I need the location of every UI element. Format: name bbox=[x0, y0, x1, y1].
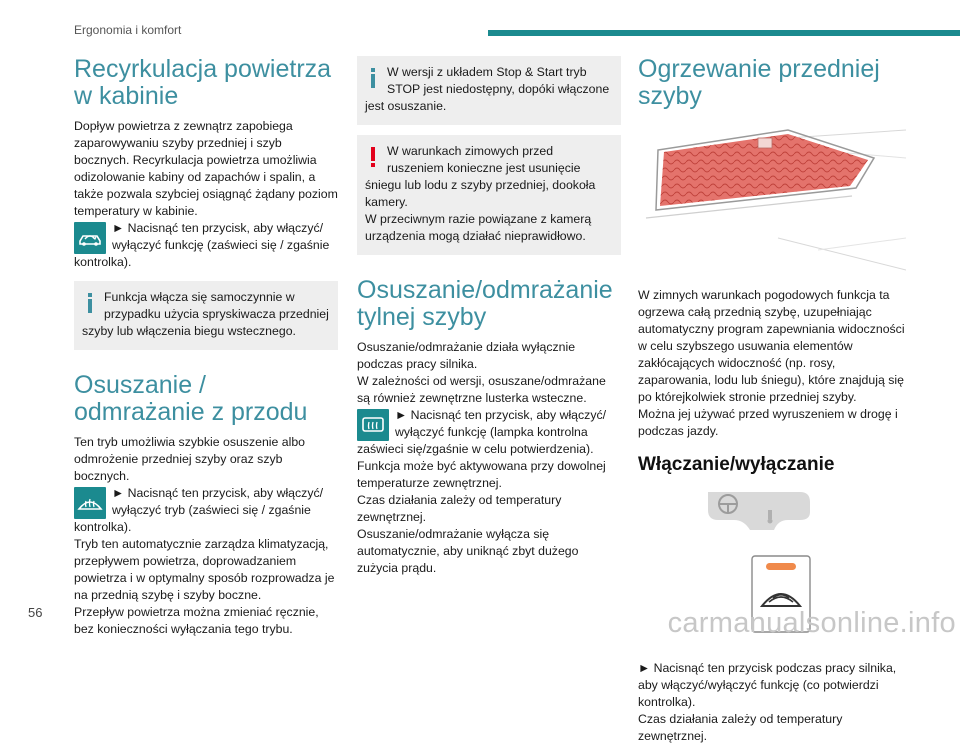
page-number: 56 bbox=[28, 605, 43, 620]
instruction-rear-defrost-text: ► Nacisnąć ten przycisk, aby włączyć/ wyłączyć funkcję (lampka kontrolna zaświeci się/zgaśnie w celu potwierdzenia). bbox=[357, 408, 607, 456]
info-note bbox=[74, 281, 338, 350]
warning-note-text: W warunkach zimowych przed ruszeniem konieczne jest usunięcie śniegu lub lodu z szyby przedniej, dookoła kamery. bbox=[365, 144, 596, 209]
info-note-text: Funkcja włącza się samoczynnie w przypadku użycia spryskiwacza przedniej szyby lub włączenia biegu wstecznego. bbox=[82, 290, 329, 338]
instruction-rear-defrost bbox=[357, 407, 621, 458]
instruction-recirculation bbox=[74, 220, 338, 271]
column-2 bbox=[357, 56, 621, 577]
instruction-recirculation-text: ► Nacisnąć ten przycisk, aby włączyć/ wyłączyć funkcję (zaświeci się / zgaśnie kontrolka). bbox=[74, 221, 330, 269]
heading-front-defrost: Osuszanie / odmrażanie z przodu bbox=[74, 371, 308, 426]
paragraph-heated-windscreen: W zimnych warunkach pogodowych funkcja ta ogrzewa całą przednią szybę, uzupełniając automatyczny program zapewniania widoczności w celu szybszego usuwania elementów zakłócających widoczność (np. rosy, zaparowania, lodu lub śniegu), które znajdują się po którejkolwiek stronie przedniej szyby. bbox=[638, 288, 905, 404]
heading-recirculation: Recyrkulacja powietrza w kabinie bbox=[74, 55, 332, 110]
paragraph-front-defrost-2: Tryb ten automatycznie zarządza klimatyzacją, przepływem powietrza, doprowadzaniem powietrza i w optymalny sposób rozprowadza je na przednią szybę i szyby boczne. bbox=[74, 537, 335, 602]
info-icon bbox=[82, 291, 98, 319]
rear-defrost-icon bbox=[357, 409, 389, 441]
instruction-front-defrost-text: ► Nacisnąć ten przycisk, aby włączyć/ wyłączyć tryb (zaświeci się / zgaśnie kontrolka). bbox=[74, 486, 324, 534]
paragraph-rear-defrost: Osuszanie/odmrażanie działa wyłącznie podczas pracy silnika. bbox=[357, 340, 576, 371]
warning-note-text-2: W przeciwnym razie powiązane z kamerą urządzenia mogą działać nieprawidłowo. bbox=[365, 212, 592, 243]
column-1 bbox=[74, 56, 338, 638]
warning-note bbox=[357, 135, 621, 255]
instruction-on-off: ► Nacisnąć ten przycisk podczas pracy silnika, aby włączyć/wyłączyć funkcję (co potwierdzi kontrolka). bbox=[638, 661, 897, 709]
section-header: Ergonomia i komfort bbox=[74, 23, 182, 37]
dashboard-location-illustration bbox=[638, 486, 906, 548]
paragraph-front-defrost: Ten tryb umożliwia szybkie osuszenie albo odmrożenie przedniej szyby oraz szyb bocznych. bbox=[74, 435, 306, 483]
heading-on-off: Włączanie/wyłączanie bbox=[638, 454, 835, 475]
header-accent-bar bbox=[488, 30, 960, 36]
warning-icon bbox=[365, 145, 381, 173]
paragraph-rear-defrost-5: Osuszanie/odmrażanie wyłącza się automatycznie, aby uniknąć zbyt dużego zużycia prądu. bbox=[357, 527, 579, 575]
heading-heated-windscreen: Ogrzewanie przedniej szyby bbox=[638, 55, 880, 110]
paragraph-on-off-2: Czas działania zależy od temperatury zewnętrznej. bbox=[638, 712, 843, 743]
paragraph-rear-defrost-3: Funkcja może być aktywowana przy dowolnej temperaturze zewnętrznej. bbox=[357, 459, 606, 490]
stop-start-note bbox=[357, 56, 621, 125]
stop-start-note-text: W wersji z układem Stop & Start tryb STOP jest niedostępny, dopóki włączone jest osuszanie. bbox=[365, 65, 610, 113]
recirculation-icon bbox=[74, 222, 106, 254]
watermark: carmanualsonline.info bbox=[667, 607, 956, 639]
paragraph-recirculation: Dopływ powietrza z zewnątrz zapobiega zaparowywaniu szyby przedniej i szyb bocznych. Recyrkulacja powietrza umożliwia odizolowanie kabiny od zapachów i spalin, a także pozwala szybciej osiągnąć żądany poziom temperatury w kabinie. bbox=[74, 119, 338, 218]
front-defrost-icon bbox=[74, 487, 106, 519]
paragraph-heated-windscreen-2: Można jej używać przed wyruszeniem w drogę i podczas jazdy. bbox=[638, 407, 898, 438]
heated-windscreen-illustration bbox=[638, 118, 906, 273]
heading-rear-defrost: Osuszanie/odmrażanie tylnej szyby bbox=[357, 276, 613, 331]
column-3 bbox=[638, 56, 906, 745]
info-icon bbox=[365, 66, 381, 94]
paragraph-rear-defrost-4: Czas działania zależy od temperatury zewnętrznej. bbox=[357, 493, 562, 524]
paragraph-front-defrost-3: Przepływ powietrza można zmieniać ręcznie, bez konieczności wyłączania tego trybu. bbox=[74, 605, 319, 636]
paragraph-rear-defrost-2: W zależności od wersji, osuszane/odmrażane są również zewnętrzne lusterka wsteczne. bbox=[357, 374, 606, 405]
instruction-front-defrost bbox=[74, 485, 338, 536]
